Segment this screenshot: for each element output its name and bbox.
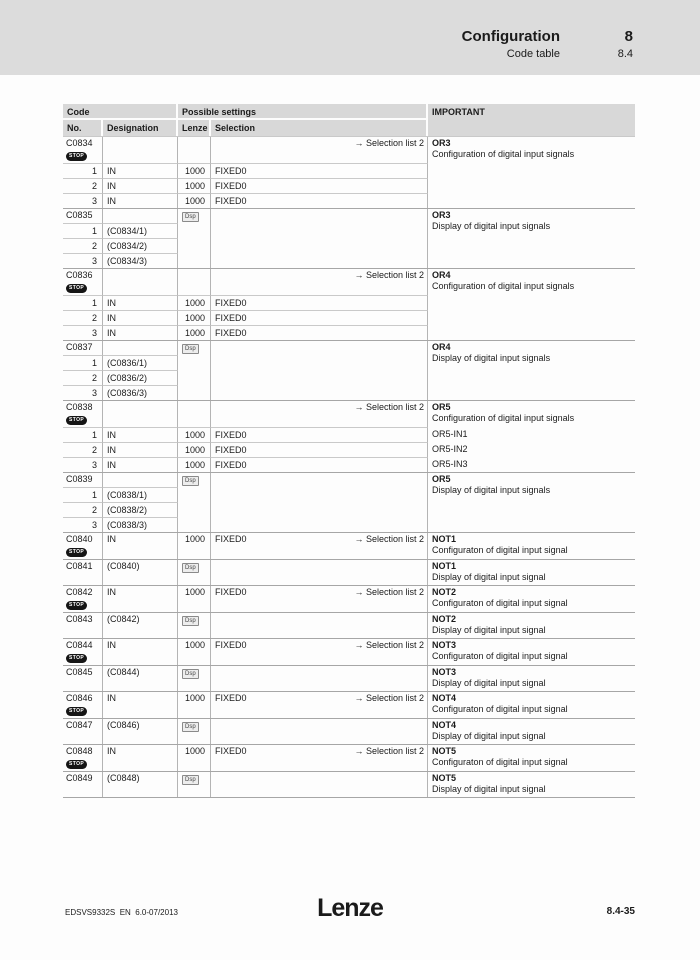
important-subrow-label: OR5-IN2 — [432, 444, 468, 454]
code-cell — [63, 340, 103, 355]
selection-list-note: → Selection list 2 — [354, 534, 424, 544]
col-header-selection: Selection — [211, 120, 428, 136]
important-desc: Display of digital input signal — [432, 571, 546, 582]
subrow-selection: FIXED0 — [211, 325, 428, 340]
designation-cell — [103, 400, 178, 427]
important-cell — [428, 718, 635, 745]
code-cell — [63, 136, 103, 163]
important-title: NOT2 — [432, 587, 457, 597]
stop-icon: STOP — [66, 654, 87, 663]
row-block-c0836 — [63, 268, 635, 340]
header-number-group — [618, 29, 633, 60]
subrow-designation: IN — [103, 325, 178, 340]
subrow-number: 2 — [63, 178, 103, 193]
important-title: OR4 — [432, 342, 451, 352]
important-head — [432, 138, 635, 160]
important-title: NOT5 — [432, 772, 457, 783]
code-cell — [63, 612, 103, 639]
subrow-designation: (C0836/1) — [103, 355, 178, 370]
important-desc: Configuration of digital input signals — [432, 413, 575, 423]
page-subtitle: Code table — [506, 48, 560, 60]
subrow-selection: FIXED0 — [211, 193, 428, 208]
important-cell — [428, 744, 635, 771]
designation-cell — [103, 472, 178, 487]
chapter-number: 8 — [624, 28, 633, 45]
important-title: NOT5 — [432, 746, 457, 756]
code-cell — [63, 268, 103, 295]
important-title: NOT3 — [432, 666, 457, 677]
stop-icon: STOP — [66, 152, 87, 161]
row-block-c0843 — [63, 612, 635, 639]
selection-cell — [211, 472, 428, 532]
important-cell — [428, 472, 635, 532]
selection-list-note: → Selection list 2 — [354, 640, 424, 650]
row-block-c0844 — [63, 638, 635, 665]
lenze-cell — [178, 400, 211, 427]
selection-value: FIXED0 — [215, 640, 247, 650]
subrow-number: 3 — [63, 385, 103, 400]
display-icon: Dsp — [182, 476, 199, 486]
row-block-c0847 — [63, 718, 635, 745]
stop-icon: STOP — [66, 760, 87, 769]
designation-cell: IN — [103, 585, 178, 612]
lenze-cell — [178, 718, 211, 745]
important-title: NOT2 — [432, 613, 457, 624]
selection-cell — [211, 208, 428, 268]
lenze-cell — [178, 612, 211, 639]
subrow-number: 3 — [63, 325, 103, 340]
subrow-designation: (C0838/3) — [103, 517, 178, 532]
lenze-cell — [178, 268, 211, 295]
lenze-cell: 1000 — [178, 744, 211, 771]
designation-cell — [103, 136, 178, 163]
subrow-lenze: 1000 — [178, 457, 211, 472]
selection-list-note: → Selection list 2 — [354, 587, 424, 597]
row-block-c0842 — [63, 585, 635, 612]
code-cell — [63, 718, 103, 745]
row-block-c0834 — [63, 136, 635, 208]
row-block-c0835 — [63, 208, 635, 268]
display-icon: Dsp — [182, 344, 199, 354]
stop-icon: STOP — [66, 601, 87, 610]
code-table — [63, 104, 635, 798]
selection-cell — [211, 559, 428, 586]
important-head — [432, 402, 635, 427]
code-number: C0839 — [66, 474, 93, 484]
code-number: C0837 — [66, 342, 93, 352]
designation-cell — [103, 340, 178, 355]
subrow-designation: (C0838/1) — [103, 487, 178, 502]
code-cell — [63, 638, 103, 665]
selection-list-note: → Selection list 2 — [354, 746, 424, 756]
selection-value: FIXED0 — [215, 693, 247, 703]
important-title: NOT4 — [432, 693, 457, 703]
important-cell — [428, 691, 635, 718]
lenze-cell: 1000 — [178, 638, 211, 665]
lenze-cell — [178, 136, 211, 163]
important-subrow-label: OR5-IN3 — [432, 459, 468, 469]
code-number: C0836 — [66, 270, 93, 280]
important-head — [432, 210, 635, 232]
important-head — [432, 342, 635, 364]
subrow-selection: FIXED0 — [211, 427, 428, 442]
important-cell — [428, 559, 635, 586]
stop-icon: STOP — [66, 707, 87, 716]
code-number: C0842 — [66, 587, 93, 597]
subrow-selection: FIXED0 — [211, 178, 428, 193]
row-block-c0840 — [63, 532, 635, 559]
important-title: NOT1 — [432, 534, 457, 544]
important-title: NOT4 — [432, 719, 457, 730]
selection-cell — [211, 744, 428, 771]
row-block-c0849 — [63, 771, 635, 798]
important-desc: Configuration of digital input signals — [432, 281, 575, 291]
code-cell — [63, 400, 103, 427]
important-title: OR3 — [432, 210, 451, 220]
code-number: C0845 — [66, 666, 93, 677]
subrow-designation: IN — [103, 295, 178, 310]
display-icon: Dsp — [182, 616, 199, 626]
designation-cell: (C0844) — [103, 665, 178, 692]
code-number: C0834 — [66, 138, 93, 148]
designation-cell: (C0842) — [103, 612, 178, 639]
lenze-cell — [178, 559, 211, 586]
col-header-designation: Designation — [103, 120, 178, 136]
code-cell — [63, 744, 103, 771]
selection-cell — [211, 771, 428, 798]
lenze-cell: 1000 — [178, 532, 211, 559]
code-number: C0847 — [66, 719, 93, 730]
col-header-code: Code — [63, 104, 178, 120]
code-number: C0843 — [66, 613, 93, 624]
subrow-designation: IN — [103, 310, 178, 325]
col-header-important: IMPORTANT — [428, 104, 635, 136]
important-desc: Display of digital input signals — [432, 221, 551, 231]
important-desc: Display of digital input signals — [432, 485, 551, 495]
code-cell — [63, 559, 103, 586]
page-title: Configuration — [461, 28, 560, 45]
row-block-c0846 — [63, 691, 635, 718]
important-head — [432, 270, 635, 292]
subrow-number: 2 — [63, 502, 103, 517]
subrow-selection: FIXED0 — [211, 310, 428, 325]
important-cell — [428, 136, 635, 208]
important-head — [432, 474, 635, 496]
code-cell — [63, 771, 103, 798]
code-cell — [63, 585, 103, 612]
footer-page-number: 8.4-35 — [606, 906, 635, 917]
subrow-designation: IN — [103, 163, 178, 178]
subrow-designation: (C0834/2) — [103, 238, 178, 253]
designation-cell: (C0848) — [103, 771, 178, 798]
subrow-designation: IN — [103, 457, 178, 472]
subrow-designation: IN — [103, 178, 178, 193]
important-desc: Configuraton of digital input signal — [432, 757, 568, 767]
designation-cell: IN — [103, 744, 178, 771]
code-cell — [63, 472, 103, 487]
code-number: C0846 — [66, 693, 93, 703]
table-body — [63, 136, 635, 797]
important-desc: Configuraton of digital input signal — [432, 704, 568, 714]
subrow-number: 3 — [63, 517, 103, 532]
row-block-c0841 — [63, 559, 635, 586]
subrow-selection: FIXED0 — [211, 442, 428, 457]
important-title: OR5 — [432, 474, 451, 484]
code-number: C0838 — [66, 402, 93, 412]
subrow-designation: IN — [103, 427, 178, 442]
subrow-designation: IN — [103, 442, 178, 457]
selection-cell — [211, 691, 428, 718]
lenze-cell — [178, 208, 211, 268]
subrow-number: 2 — [63, 238, 103, 253]
subrow-number: 1 — [63, 427, 103, 442]
lenze-cell: 1000 — [178, 691, 211, 718]
col-header-no: No. — [63, 120, 103, 136]
selection-cell — [211, 718, 428, 745]
subrow-number: 1 — [63, 223, 103, 238]
code-cell — [63, 532, 103, 559]
subrow-number: 1 — [63, 487, 103, 502]
important-cell — [428, 340, 635, 400]
subrow-selection: FIXED0 — [211, 457, 428, 472]
designation-cell — [103, 268, 178, 295]
selection-value: FIXED0 — [215, 534, 247, 544]
subrow-designation: IN — [103, 193, 178, 208]
important-cell — [428, 585, 635, 612]
lenze-logo: Lenze — [317, 894, 383, 922]
display-icon: Dsp — [182, 775, 199, 785]
subrow-number: 1 — [63, 295, 103, 310]
designation-cell — [103, 208, 178, 223]
stop-icon: STOP — [66, 416, 87, 425]
subrow-selection: FIXED0 — [211, 295, 428, 310]
selection-list-note: → Selection list 2 — [354, 693, 424, 703]
code-number: C0840 — [66, 534, 93, 544]
lenze-cell — [178, 340, 211, 400]
subrow-lenze: 1000 — [178, 178, 211, 193]
important-cell — [428, 771, 635, 798]
important-desc: Display of digital input signal — [432, 783, 546, 794]
display-icon: Dsp — [182, 722, 199, 732]
selection-list-note: → Selection list 2 — [211, 268, 428, 295]
subrow-designation: (C0834/1) — [103, 223, 178, 238]
important-desc: Configuration of digital input signals — [432, 149, 575, 159]
selection-value: FIXED0 — [215, 746, 247, 756]
col-header-lenze: Lenze — [178, 120, 211, 136]
subrow-number: 2 — [63, 442, 103, 457]
code-number: C0844 — [66, 640, 93, 650]
lenze-cell — [178, 472, 211, 532]
important-desc: Display of digital input signal — [432, 624, 546, 635]
subrow-number: 2 — [63, 310, 103, 325]
subrow-number: 3 — [63, 253, 103, 268]
subrow-lenze: 1000 — [178, 163, 211, 178]
important-title: NOT3 — [432, 640, 457, 650]
subrow-lenze: 1000 — [178, 427, 211, 442]
table-header — [63, 104, 635, 136]
subrow-number: 1 — [63, 355, 103, 370]
important-subrow-label: OR5-IN1 — [432, 429, 468, 439]
code-number: C0835 — [66, 210, 93, 220]
subrow-lenze: 1000 — [178, 310, 211, 325]
selection-cell — [211, 585, 428, 612]
designation-cell: (C0846) — [103, 718, 178, 745]
code-cell — [63, 691, 103, 718]
row-block-c0845 — [63, 665, 635, 692]
designation-cell: IN — [103, 638, 178, 665]
stop-icon: STOP — [66, 284, 87, 293]
important-title: OR5 — [432, 402, 451, 412]
subrow-designation: (C0838/2) — [103, 502, 178, 517]
selection-cell — [211, 638, 428, 665]
row-block-c0839 — [63, 472, 635, 532]
important-desc: Display of digital input signals — [432, 353, 551, 363]
selection-list-note: → Selection list 2 — [211, 400, 428, 427]
header-title-group — [462, 29, 560, 60]
col-header-possible-settings: Possible settings — [178, 104, 428, 120]
code-number: C0848 — [66, 746, 93, 756]
subrow-number: 1 — [63, 163, 103, 178]
designation-cell: (C0840) — [103, 559, 178, 586]
important-desc: Display of digital input signal — [432, 677, 546, 688]
code-number: C0849 — [66, 772, 93, 783]
lenze-cell — [178, 665, 211, 692]
display-icon: Dsp — [182, 669, 199, 679]
subrow-lenze: 1000 — [178, 325, 211, 340]
selection-value: FIXED0 — [215, 587, 247, 597]
display-icon: Dsp — [182, 212, 199, 222]
designation-cell: IN — [103, 691, 178, 718]
important-desc: Configuraton of digital input signal — [432, 598, 568, 608]
lenze-cell — [178, 771, 211, 798]
subrow-lenze: 1000 — [178, 442, 211, 457]
important-cell — [428, 532, 635, 559]
footer-doc-id: EDSVS9332S EN 6.0-07/2013 — [65, 908, 178, 917]
important-title: NOT1 — [432, 560, 457, 571]
stop-icon: STOP — [66, 548, 87, 557]
selection-cell — [211, 340, 428, 400]
subrow-lenze: 1000 — [178, 193, 211, 208]
row-block-c0837 — [63, 340, 635, 400]
subrow-lenze: 1000 — [178, 295, 211, 310]
important-cell — [428, 208, 635, 268]
important-cell — [428, 268, 635, 340]
important-title: OR4 — [432, 270, 451, 280]
selection-cell — [211, 665, 428, 692]
selection-list-note: → Selection list 2 — [211, 136, 428, 163]
important-cell — [428, 400, 635, 472]
subrow-designation: (C0836/2) — [103, 370, 178, 385]
subrow-designation: (C0836/3) — [103, 385, 178, 400]
important-cell — [428, 638, 635, 665]
subrow-number: 2 — [63, 370, 103, 385]
subrow-number: 3 — [63, 193, 103, 208]
subrow-selection: FIXED0 — [211, 163, 428, 178]
important-desc: Configuraton of digital input signal — [432, 651, 568, 661]
code-number: C0841 — [66, 560, 93, 571]
important-cell — [428, 612, 635, 639]
row-block-c0838 — [63, 400, 635, 472]
page-header-band — [0, 0, 700, 75]
row-block-c0848 — [63, 744, 635, 771]
selection-cell — [211, 612, 428, 639]
section-number: 8.4 — [617, 48, 633, 60]
important-title: OR3 — [432, 138, 451, 148]
selection-cell — [211, 532, 428, 559]
designation-cell: IN — [103, 532, 178, 559]
important-desc: Configuraton of digital input signal — [432, 545, 568, 555]
lenze-cell: 1000 — [178, 585, 211, 612]
subrow-designation: (C0834/3) — [103, 253, 178, 268]
code-cell — [63, 208, 103, 223]
important-cell — [428, 665, 635, 692]
table-bottom-line — [63, 797, 635, 798]
code-cell — [63, 665, 103, 692]
subrow-number: 3 — [63, 457, 103, 472]
display-icon: Dsp — [182, 563, 199, 573]
important-desc: Display of digital input signal — [432, 730, 546, 741]
